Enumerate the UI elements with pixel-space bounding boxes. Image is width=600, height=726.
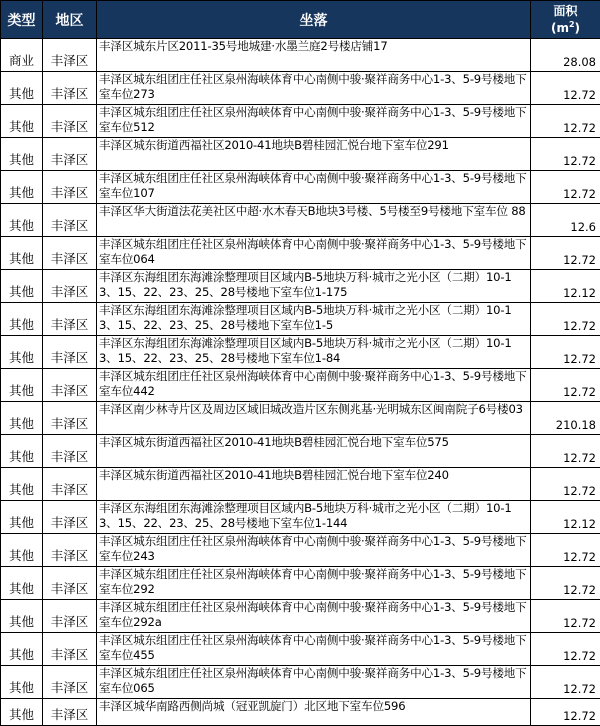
- header-location: 坐落: [97, 1, 531, 39]
- cell-type: 其他: [1, 402, 43, 435]
- cell-type: 其他: [1, 534, 43, 567]
- cell-size: 12.72: [531, 600, 600, 633]
- cell-location: 丰泽区城东街道西福社区2010-41地块B碧桂园汇悦台地下室车位291: [97, 138, 531, 171]
- cell-area: 丰泽区: [43, 204, 97, 237]
- table-row: [1, 567, 600, 600]
- table-body: [1, 39, 600, 726]
- cell-location: 丰泽区南少林寺片区及周边区域旧城改造片区东侧兆基·光明城东区闽南院子6号楼03: [97, 402, 531, 435]
- header-size: [531, 1, 600, 39]
- cell-area: 丰泽区: [43, 699, 97, 726]
- table-row: [1, 633, 600, 666]
- cell-type: 其他: [1, 171, 43, 204]
- cell-type: 商业: [1, 39, 43, 72]
- cell-type: 其他: [1, 699, 43, 726]
- cell-location: 丰泽区东海组团东海滩涂整理项目区域内B-5地块万科·城市之光小区（二期）10-13、15、22、23、25、28号楼地下室车位1-5: [97, 303, 531, 336]
- cell-location: 丰泽区城东组团庄任社区泉州海峡体育中心南侧中骏·聚祥商务中心1-3、5-9号楼地下室车位292a: [97, 600, 531, 633]
- cell-area: 丰泽区: [43, 468, 97, 501]
- cell-area: 丰泽区: [43, 72, 97, 105]
- cell-type: 其他: [1, 435, 43, 468]
- cell-location: 丰泽区城东组团庄任社区泉州海峡体育中心南侧中骏·聚祥商务中心1-3、5-9号楼地下室车位273: [97, 72, 531, 105]
- cell-type: 其他: [1, 600, 43, 633]
- cell-location: 丰泽区城东组团庄任社区泉州海峡体育中心南侧中骏·聚祥商务中心1-3、5-9号楼地下室车位512: [97, 105, 531, 138]
- cell-size: 12.6: [531, 204, 600, 237]
- cell-type: 其他: [1, 138, 43, 171]
- cell-location: 丰泽区城东组团庄任社区泉州海峡体育中心南侧中骏·聚祥商务中心1-3、5-9号楼地下室车位064: [97, 237, 531, 270]
- table-row: [1, 39, 600, 72]
- header-size-label: 面积: [553, 4, 577, 18]
- cell-area: 丰泽区: [43, 435, 97, 468]
- cell-type: 其他: [1, 468, 43, 501]
- header-size-unit-close: ): [575, 21, 580, 35]
- cell-type: 其他: [1, 72, 43, 105]
- cell-size: 12.72: [531, 336, 600, 369]
- cell-location: 丰泽区城东组团庄任社区泉州海峡体育中心南侧中骏·聚祥商务中心1-3、5-9号楼地下室车位107: [97, 171, 531, 204]
- table-row: [1, 501, 600, 534]
- cell-area: 丰泽区: [43, 138, 97, 171]
- cell-size: 12.12: [531, 270, 600, 303]
- header-size-unit-exponent: 2: [569, 20, 575, 29]
- header-area: 地区: [43, 1, 97, 39]
- cell-area: 丰泽区: [43, 567, 97, 600]
- cell-type: 其他: [1, 501, 43, 534]
- table-row: [1, 435, 600, 468]
- table-row: [1, 138, 600, 171]
- cell-location: 丰泽区城东组团庄任社区泉州海峡体育中心南侧中骏·聚祥商务中心1-3、5-9号楼地下室车位455: [97, 633, 531, 666]
- table-row: [1, 402, 600, 435]
- cell-size: 12.72: [531, 369, 600, 402]
- table-row: [1, 369, 600, 402]
- cell-area: 丰泽区: [43, 270, 97, 303]
- table-row: [1, 105, 600, 138]
- cell-location: 丰泽区东海组团东海滩涂整理项目区域内B-5地块万科·城市之光小区（二期）10-13、15、22、23、25、28号楼地下室车位1-175: [97, 270, 531, 303]
- table-row: [1, 534, 600, 567]
- table-row: [1, 666, 600, 699]
- cell-area: 丰泽区: [43, 105, 97, 138]
- cell-type: 其他: [1, 336, 43, 369]
- cell-area: 丰泽区: [43, 171, 97, 204]
- cell-area: 丰泽区: [43, 666, 97, 699]
- cell-size: 12.72: [531, 666, 600, 699]
- cell-area: 丰泽区: [43, 402, 97, 435]
- cell-type: 其他: [1, 237, 43, 270]
- cell-location: 丰泽区城东组团庄任社区泉州海峡体育中心南侧中骏·聚祥商务中心1-3、5-9号楼地下室车位065: [97, 666, 531, 699]
- cell-size: 12.72: [531, 435, 600, 468]
- cell-type: 其他: [1, 303, 43, 336]
- cell-area: 丰泽区: [43, 303, 97, 336]
- cell-area: 丰泽区: [43, 237, 97, 270]
- table-row: [1, 204, 600, 237]
- cell-area: 丰泽区: [43, 501, 97, 534]
- cell-location: 丰泽区城华南路西侧尚城（冠亚凯旋门）北区地下室车位596: [97, 699, 531, 726]
- cell-size: 12.72: [531, 171, 600, 204]
- cell-type: 其他: [1, 633, 43, 666]
- cell-size: 28.08: [531, 39, 600, 72]
- table-row: [1, 699, 600, 726]
- cell-size: 12.72: [531, 72, 600, 105]
- cell-size: 12.72: [531, 534, 600, 567]
- cell-size: 12.72: [531, 633, 600, 666]
- cell-location: 丰泽区城东组团庄任社区泉州海峡体育中心南侧中骏·聚祥商务中心1-3、5-9号楼地下室车位243: [97, 534, 531, 567]
- table-header: [1, 1, 600, 39]
- cell-size: 12.72: [531, 237, 600, 270]
- cell-size: 210.18: [531, 402, 600, 435]
- table-row: [1, 303, 600, 336]
- cell-location: 丰泽区城东组团庄任社区泉州海峡体育中心南侧中骏·聚祥商务中心1-3、5-9号楼地下室车位442: [97, 369, 531, 402]
- cell-type: 其他: [1, 204, 43, 237]
- cell-location: 丰泽区城东片区2011-35号地城建·水墨兰庭2号楼店铺17: [97, 39, 531, 72]
- cell-size: 12.72: [531, 699, 600, 726]
- table-row: [1, 336, 600, 369]
- cell-type: 其他: [1, 369, 43, 402]
- header-type: 类型: [1, 1, 43, 39]
- header-row: [1, 1, 600, 39]
- cell-area: 丰泽区: [43, 600, 97, 633]
- cell-area: 丰泽区: [43, 369, 97, 402]
- table-row: [1, 171, 600, 204]
- cell-location: 丰泽区城东街道西福社区2010-41地块B碧桂园汇悦台地下室车位575: [97, 435, 531, 468]
- table-row: [1, 72, 600, 105]
- cell-size: 12.72: [531, 567, 600, 600]
- cell-size: 12.12: [531, 501, 600, 534]
- table-row: [1, 270, 600, 303]
- cell-type: 其他: [1, 105, 43, 138]
- cell-type: 其他: [1, 567, 43, 600]
- cell-type: 其他: [1, 270, 43, 303]
- cell-location: 丰泽区城东组团庄任社区泉州海峡体育中心南侧中骏·聚祥商务中心1-3、5-9号楼地下室车位292: [97, 567, 531, 600]
- cell-size: 12.72: [531, 105, 600, 138]
- cell-size: 12.72: [531, 138, 600, 171]
- cell-area: 丰泽区: [43, 39, 97, 72]
- table-row: [1, 468, 600, 501]
- cell-type: 其他: [1, 666, 43, 699]
- cell-size: 12.72: [531, 303, 600, 336]
- cell-location: 丰泽区城东街道西福社区2010-41地块B碧桂园汇悦台地下室车位240: [97, 468, 531, 501]
- table-row: [1, 237, 600, 270]
- cell-size: 12.72: [531, 468, 600, 501]
- table-row: [1, 600, 600, 633]
- cell-area: 丰泽区: [43, 534, 97, 567]
- cell-area: 丰泽区: [43, 633, 97, 666]
- header-size-unit: (m: [551, 21, 569, 35]
- cell-location: 丰泽区华大街道法花美社区中超·水木春天B地块3号楼、5号楼至9号楼地下室车位 88: [97, 204, 531, 237]
- cell-location: 丰泽区东海组团东海滩涂整理项目区域内B-5地块万科·城市之光小区（二期）10-13、15、22、23、25、28号楼地下室车位1-144: [97, 501, 531, 534]
- cell-location: 丰泽区东海组团东海滩涂整理项目区域内B-5地块万科·城市之光小区（二期）10-13、15、22、23、25、28号楼地下室车位1-84: [97, 336, 531, 369]
- cell-area: 丰泽区: [43, 336, 97, 369]
